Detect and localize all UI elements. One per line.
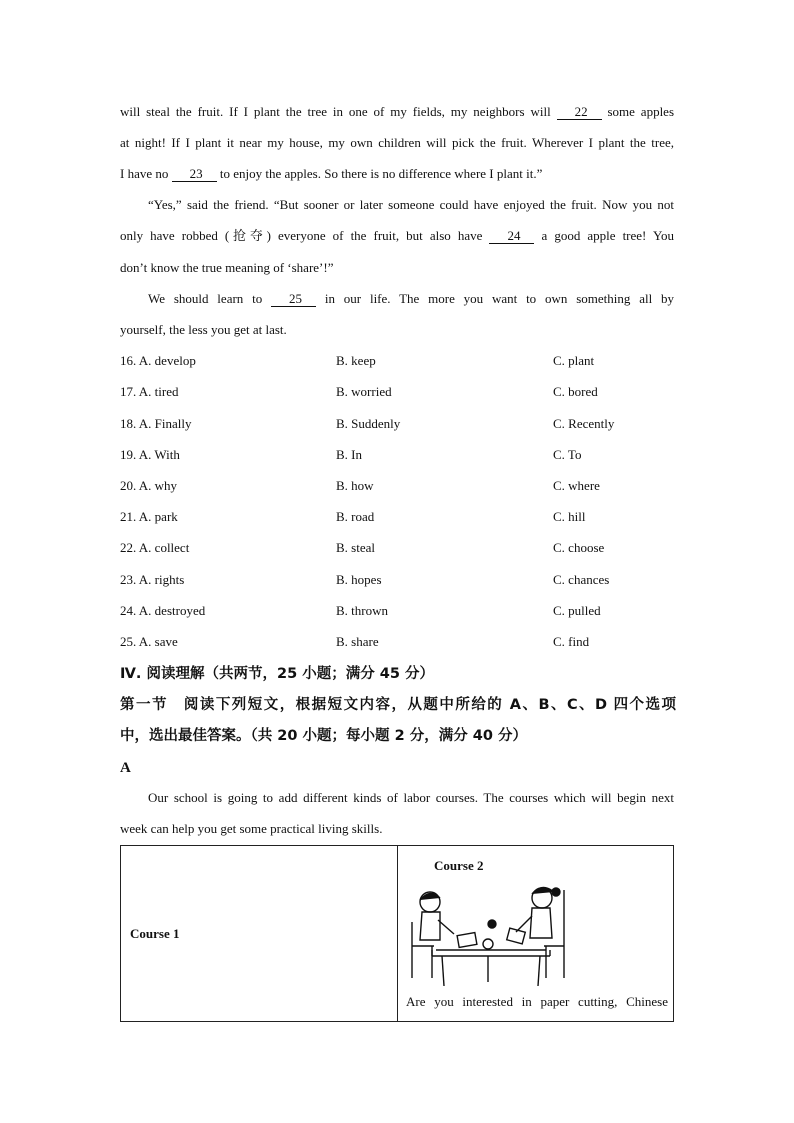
option-c: C. hill (553, 509, 586, 524)
passage-line-3 (120, 165, 674, 183)
section-heading: Ⅳ. 阅读理解（共两节，25 小题；满分 45 分） (120, 666, 434, 682)
course-2-title: Course 2 (434, 858, 484, 873)
question-21-options (120, 508, 680, 526)
passage-letter: A (120, 760, 131, 776)
passage-line-7 (120, 290, 674, 308)
course-2-description: Are you interested in paper cutting, Chinese (406, 994, 668, 1009)
question-16-options (120, 352, 680, 370)
passage-line-4: “Yes,” said the friend. “But sooner or later someone could have enjoyed the fruit. Now you not (148, 197, 674, 212)
course-2-cell (398, 846, 674, 1022)
option-a: 22. A. collect (120, 540, 190, 555)
intro-line-2: week can help you get some practical living skills. (120, 821, 383, 836)
option-b: B. hopes (336, 572, 382, 587)
passage-line-2: at night! If I plant it near my house, my own children will pick the fruit. Wherever I plant the tree, (120, 135, 674, 150)
passage-line-8: yourself, the less you get at last. (120, 322, 287, 337)
blank-22: 22 (557, 104, 602, 120)
option-a: 17. A. tired (120, 384, 179, 399)
option-a: 21. A. park (120, 509, 178, 524)
option-c: C. where (553, 478, 600, 493)
option-a: 18. A. Finally (120, 416, 192, 431)
option-c: C. pulled (553, 603, 601, 618)
option-c: C. choose (553, 540, 605, 555)
blank-23: 23 (172, 166, 217, 182)
option-b: B. share (336, 634, 379, 649)
option-c: C. To (553, 447, 582, 462)
course-1-cell (121, 846, 398, 1022)
section-instructions-line-1: 第一节 阅读下列短文，根据短文内容，从题中所给的 A、B、C、D 四个选项 (120, 697, 676, 713)
passage-text: I have no (120, 166, 169, 181)
question-18-options (120, 415, 680, 433)
blank-25: 25 (271, 291, 316, 307)
passage-text: will steal the fruit. If I plant the tree in one of my fields, my neighbors will (120, 104, 551, 119)
option-c: C. find (553, 634, 590, 649)
children-at-table-illustration (408, 882, 568, 990)
passage-text: a good apple tree! You (541, 228, 675, 243)
option-a: 19. A. With (120, 447, 180, 462)
question-25-options (120, 633, 680, 651)
courses-table (120, 845, 674, 1022)
passage-line-1 (120, 103, 674, 121)
option-c: C. Recently (553, 416, 615, 431)
option-b: B. keep (336, 353, 376, 368)
question-19-options (120, 446, 680, 464)
question-24-options (120, 602, 680, 620)
option-c: C. chances (553, 572, 610, 587)
passage-text: in our life. The more you want to own something all by (324, 291, 675, 306)
option-c: C. plant (553, 353, 595, 368)
section-instructions-line-2: 中，选出最佳答案。（共 20 小题；每小题 2 分，满分 40 分） (120, 728, 527, 744)
option-a: 16. A. develop (120, 353, 196, 368)
option-a: 23. A. rights (120, 572, 185, 587)
passage-text: only have robbed (抢夺) everyone of the fruit, but also have (120, 228, 483, 243)
course-1-title: Course 1 (130, 926, 180, 941)
question-17-options (120, 383, 680, 401)
option-b: B. steal (336, 540, 375, 555)
option-b: B. worried (336, 384, 392, 399)
blank-24: 24 (489, 228, 534, 244)
question-23-options (120, 571, 680, 589)
option-b: B. Suddenly (336, 416, 401, 431)
passage-line-6: don’t know the true meaning of ‘share’!” (120, 260, 334, 275)
question-20-options (120, 477, 680, 495)
passage-text: some apples (607, 104, 675, 119)
question-22-options (120, 539, 680, 557)
option-b: B. how (336, 478, 374, 493)
passage-text: We should learn to (148, 291, 263, 306)
passage-text: to enjoy the apples. So there is no difference where I plant it.” (219, 166, 543, 181)
option-a: 20. A. why (120, 478, 178, 493)
option-a: 25. A. save (120, 634, 178, 649)
option-b: B. road (336, 509, 375, 524)
option-c: C. bored (553, 384, 598, 399)
option-b: B. thrown (336, 603, 388, 618)
intro-line-1: Our school is going to add different kinds of labor courses. The courses which will begin next (148, 790, 674, 805)
option-b: B. In (336, 447, 362, 462)
option-a: 24. A. destroyed (120, 603, 206, 618)
passage-line-5 (120, 227, 674, 245)
